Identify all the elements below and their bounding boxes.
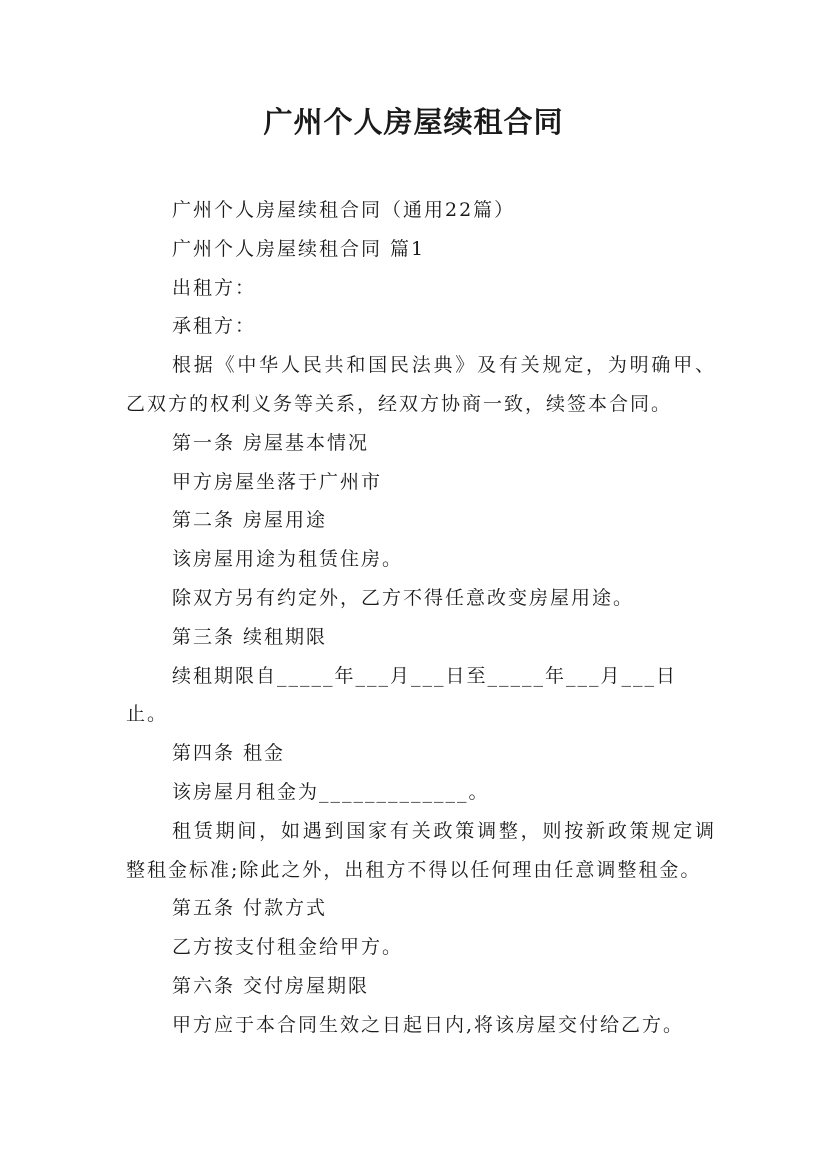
paragraph-article-3-term: 续租期限自_____年___月___日至_____年___月___日止。 (126, 664, 678, 726)
paragraph-article-3-heading: 第三条 续租期限 (172, 625, 328, 648)
paragraph-article-5-payment: 乙方按支付租金给甲方。 (172, 936, 404, 959)
document-title: 广州个人房屋续租合同 (263, 105, 564, 139)
paragraph-article-4-heading: 第四条 租金 (172, 742, 286, 765)
paragraph-article-5-heading: 第五条 付款方式 (172, 897, 328, 920)
paragraph-article-1-location: 甲方房屋坐落于广州市 (172, 470, 383, 493)
paragraph-article-2-restriction: 除双方另有约定外，乙方不得任意改变房屋用途。 (172, 586, 635, 609)
paragraph-preamble: 根据《中华人民共和国民法典》及有关规定，为明确甲、乙双方的权利义务等关系，经双方协商一致，续签本合同。 (126, 354, 716, 415)
paragraph-article-4-adjustment: 租赁期间，如遇到国家有关政策调整，则按新政策规定调整租金标准;除此之外，出租方不得以任何理由任意调整租金。 (126, 819, 716, 881)
paragraph-subtitle: 广州个人房屋续租合同（通用22篇） (172, 199, 516, 221)
paragraph-section-heading: 广州个人房屋续租合同 篇1 (172, 237, 426, 260)
paragraph-article-2-usage: 该房屋用途为租赁住房。 (172, 548, 404, 571)
document-body (126, 191, 716, 1045)
paragraph-lessor: 出租方： (172, 276, 257, 299)
paragraph-article-2-heading: 第二条 房屋用途 (172, 509, 328, 532)
paragraph-article-6-heading: 第六条 交付房屋期限 (172, 974, 370, 997)
paragraph-lessee: 承租方： (172, 315, 257, 338)
paragraph-article-1-heading: 第一条 房屋基本情况 (172, 431, 370, 454)
paragraph-article-4-rent: 该房屋月租金为_____________。 (172, 780, 490, 803)
paragraph-article-6-delivery: 甲方应于本合同生效之日起日内,将该房屋交付给乙方。 (172, 1013, 685, 1036)
